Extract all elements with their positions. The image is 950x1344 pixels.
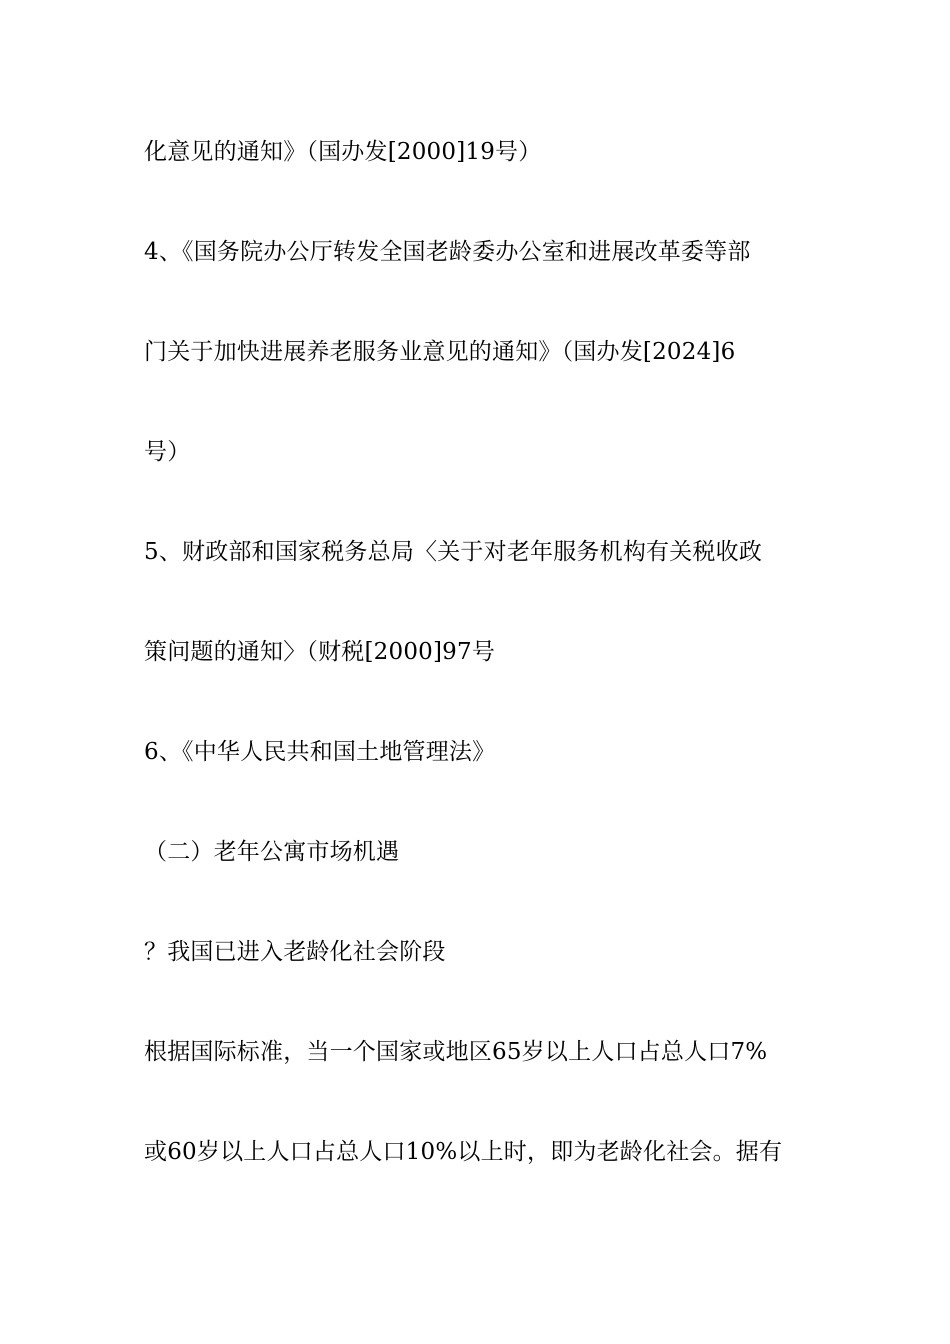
text-line: 门关于加快进展养老服务业意见的通知》（国办发[2024]6 xyxy=(144,339,736,365)
text-line: 4、《国务院办公厅转发全国老龄委办公室和进展改革委等部 xyxy=(144,239,751,265)
text-line: 5、财政部和国家税务总局〈关于对老年服务机构有关税收政 xyxy=(144,539,763,565)
subheading: ？我国已进入老龄化社会阶段 xyxy=(144,939,446,965)
text-line: 根据国际标准，当一个国家或地区65岁以上人口占总人口7% xyxy=(144,1039,768,1065)
text-line: 号） xyxy=(144,439,191,465)
text-line: 策问题的通知〉（财税[2000]97号 xyxy=(144,639,496,665)
section-heading: （二）老年公寓市场机遇 xyxy=(144,839,400,865)
text-line: 6、《中华人民共和国土地管理法》 xyxy=(144,739,496,765)
text-line: 或60岁以上人口占总人口10%以上时，即为老龄化社会。据有 xyxy=(144,1139,783,1165)
text-line: 化意见的通知》（国办发[2000]19号） xyxy=(144,139,542,165)
